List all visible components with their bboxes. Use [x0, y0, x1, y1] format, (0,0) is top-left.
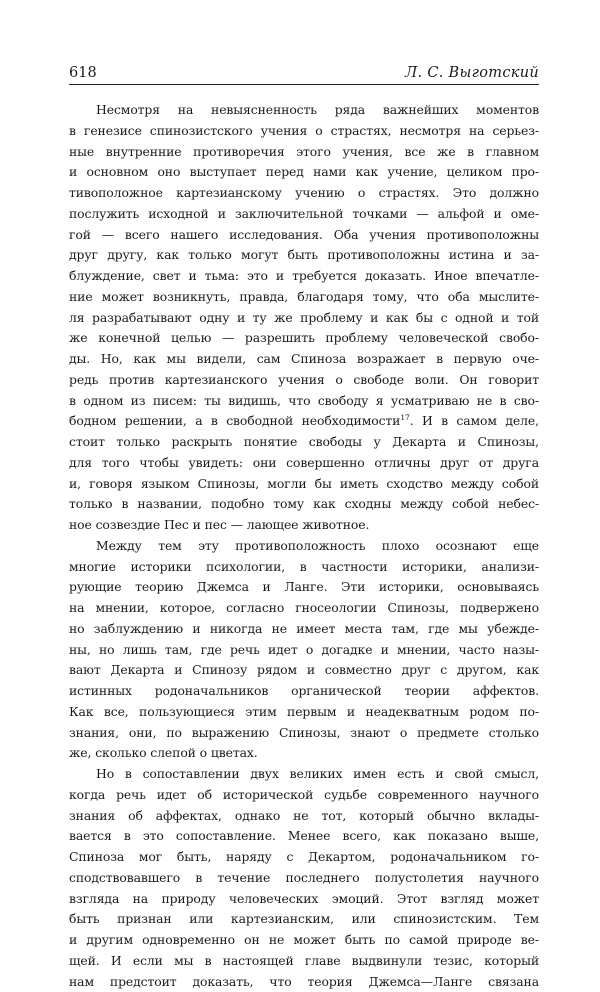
text-line: ды. Но, как мы видели, сам Спиноза возражает в первую оче- — [69, 349, 539, 370]
running-title: Л. С. Выготский — [405, 64, 539, 82]
text-fragment: . И в самом деле, — [410, 413, 539, 428]
text-line: сподствовавшего в течение последнего полустолетия научного — [69, 868, 539, 889]
text-line: ля разрабатывают одну и ту же проблему и как бы с одной и той — [69, 308, 539, 329]
text-line: тивоположное картезианскому учению о страстях. Это должно — [69, 183, 539, 204]
paragraph — [69, 764, 539, 992]
text-line: вается в это сопоставление. Менее всего, как показано выше, — [69, 826, 539, 847]
text-line: в одном из писем: ты видишь, что свободу я усматриваю не в сво- — [69, 391, 539, 412]
text-line: в генезисе спинозистского учения о страстях, несмотря на серьез- — [69, 121, 539, 142]
text-line: блуждение, свет и тьма: это и требуется доказать. Иное впечатле- — [69, 266, 539, 287]
text-line: быть признан или картезианским, или спинозистским. Тем — [69, 909, 539, 930]
text-line-with-footnote — [69, 411, 539, 432]
text-line: Но в сопоставлении двух великих имен есть и свой смысл, — [69, 764, 539, 785]
text-line: для того чтобы увидеть: они совершенно отличны друг от друга — [69, 453, 539, 474]
text-line: Как все, пользующиеся этим первым и неадекватным родом по- — [69, 702, 539, 723]
text-line: ны, но лишь там, где речь идет о догадке и мнении, часто назы- — [69, 640, 539, 661]
text-line: только в названии, подобно тому как сходны между собой небес- — [69, 494, 539, 515]
text-line: на мнении, которое, согласно гносеологии Спинозы, подвержено — [69, 598, 539, 619]
body-text — [69, 100, 539, 992]
paragraph — [69, 100, 539, 536]
text-line: знания об аффектах, однако не тот, который обычно вклады- — [69, 806, 539, 827]
text-line: истинных родоначальников органической теории аффектов. — [69, 681, 539, 702]
text-line: же, сколько слепой о цветах. — [69, 743, 539, 764]
text-line: и другим одновременно он не может быть по самой природе ве- — [69, 930, 539, 951]
text-line: же конечной целью — разрешить проблему человеческой свобо- — [69, 328, 539, 349]
text-line: вают Декарта и Спинозу рядом и совместно друг с другом, как — [69, 660, 539, 681]
text-line: нам предстоит доказать, что теория Джемса—Ланге связана — [69, 972, 539, 992]
text-line: ное созвездие Пес и пес — лающее животное. — [69, 515, 539, 536]
text-line: ние может возникнуть, правда, благодаря тому, что оба мыслите- — [69, 287, 539, 308]
text-line: гой — всего нашего исследования. Оба учения противоположны — [69, 225, 539, 246]
text-fragment: бодном решении, а в свободной необходимости — [69, 413, 400, 428]
text-line: но заблуждению и никогда не имеет места там, где мы убежде- — [69, 619, 539, 640]
text-line: Несмотря на невыясненность ряда важнейших моментов — [69, 100, 539, 121]
text-line: многие историки психологии, в частности историки, анализи- — [69, 557, 539, 578]
text-line: Спиноза мог быть, наряду с Декартом, родоначальником го- — [69, 847, 539, 868]
text-line: взгляда на природу человеческих эмоций. Этот взгляд может — [69, 889, 539, 910]
text-line: редь против картезианского учения о свободе воли. Он говорит — [69, 370, 539, 391]
text-line: стоит только раскрыть понятие свободы у Декарта и Спинозы, — [69, 432, 539, 453]
text-line: щей. И если мы в настоящей главе выдвинули тезис, который — [69, 951, 539, 972]
footnote-mark[interactable]: 17 — [400, 413, 409, 422]
text-line: ные внутренние противоречия этого учения, все же в главном — [69, 142, 539, 163]
text-line: когда речь идет об исторической судьбе современного научного — [69, 785, 539, 806]
text-line: и основном оно выступает перед нами как учение, целиком про- — [69, 162, 539, 183]
text-line: друг другу, как только могут быть противоположны истина и за- — [69, 245, 539, 266]
text-line: знания, они, по выражению Спинозы, знают о предмете столько — [69, 723, 539, 744]
text-line: Между тем эту противоположность плохо осознают еще — [69, 536, 539, 557]
paragraph — [69, 536, 539, 764]
text-line: рующие теорию Джемса и Ланге. Эти историки, основываясь — [69, 577, 539, 598]
page-number: 618 — [69, 64, 97, 82]
running-header — [69, 64, 539, 85]
text-line: послужить исходной и заключительной точками — альфой и оме- — [69, 204, 539, 225]
text-line: и, говоря языком Спинозы, могли бы иметь сходство между собой — [69, 474, 539, 495]
